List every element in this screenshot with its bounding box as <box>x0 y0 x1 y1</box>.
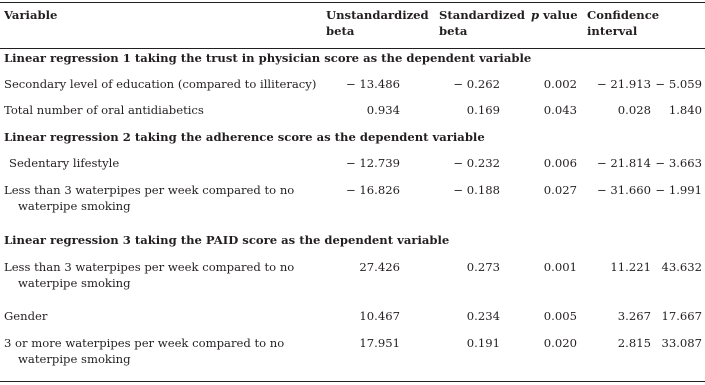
p-value-cell: 0.043 <box>543 103 577 117</box>
table-body <box>0 44 705 379</box>
section-title: Linear regression 1 taking the trust in physician score as the dependent variable <box>4 50 532 65</box>
section-header-row <box>0 44 705 71</box>
header-confidence-interval <box>581 3 705 44</box>
p-value-cell: 0.006 <box>543 156 577 170</box>
ci-lower-cell: 0.028 <box>617 103 651 117</box>
header-unstd-line1: Unstandardized <box>326 8 429 22</box>
ci-lower-cell: − 21.913 <box>597 77 651 91</box>
standardized-beta-cell: 0.169 <box>466 103 500 117</box>
row-label <box>0 253 324 303</box>
unstandardized-beta-cell: 0.934 <box>366 103 400 117</box>
row-label-line2: waterpipe smoking <box>18 352 131 366</box>
row-label <box>0 97 324 123</box>
section-title: Linear regression 3 taking the PAID score as the dependent variable <box>4 232 450 247</box>
unstandardized-beta-cell: − 12.739 <box>346 156 400 170</box>
unstandardized-beta-cell: 10.467 <box>359 309 400 323</box>
unstandardized-beta-cell: 27.426 <box>359 260 400 274</box>
section-header-row <box>0 123 705 150</box>
p-value-cell: 0.001 <box>543 260 577 274</box>
row-label <box>0 150 324 176</box>
row-label-line2: waterpipe smoking <box>18 276 131 290</box>
ci-lower-cell: 11.221 <box>610 260 651 274</box>
ci-upper-cell: 1.840 <box>668 103 703 117</box>
p-value-cell: 0.005 <box>543 309 577 323</box>
row-label-line1: Less than 3 waterpipes per week compared to no <box>4 260 295 274</box>
row-label <box>0 303 324 329</box>
p-value-cell: 0.020 <box>543 336 577 350</box>
row-label-line1: Total number of oral antidiabetics <box>4 103 204 117</box>
unstandardized-beta-cell: − 13.486 <box>346 77 400 91</box>
standardized-beta-cell: − 0.232 <box>453 156 500 170</box>
ci-lower-cell: − 21.814 <box>597 156 651 170</box>
row-label <box>0 329 324 379</box>
section-header-row <box>0 226 705 253</box>
ci-upper-cell: − 1.991 <box>655 183 703 197</box>
unstandardized-beta-cell: 17.951 <box>359 336 400 350</box>
ci-upper-cell: − 3.663 <box>655 156 703 170</box>
p-value-cell: 0.002 <box>543 77 577 91</box>
standardized-beta-cell: 0.234 <box>466 309 500 323</box>
ci-upper-cell: 33.087 <box>661 336 703 350</box>
standardized-beta-cell: 0.273 <box>466 260 500 274</box>
ci-upper-cell: − 5.059 <box>655 77 703 91</box>
header-p-rest: value <box>539 8 578 22</box>
ci-lower-cell: 2.815 <box>617 336 651 350</box>
row-label <box>0 176 324 226</box>
ci-lower-cell: 3.267 <box>617 309 651 323</box>
table-row <box>0 150 705 176</box>
header-variable: Variable <box>4 8 58 22</box>
ci-lower-cell: − 31.660 <box>597 183 651 197</box>
row-label-line1: Gender <box>4 309 48 323</box>
regression-table <box>0 3 705 379</box>
standardized-beta-cell: − 0.188 <box>453 183 500 197</box>
row-label-line1: Secondary level of education (compared to illiteracy) <box>4 77 317 91</box>
ci-upper-cell: 43.632 <box>661 260 703 274</box>
p-value-cell: 0.027 <box>543 183 577 197</box>
unstandardized-beta-cell: − 16.826 <box>346 183 400 197</box>
ci-upper-cell: 17.667 <box>661 309 703 323</box>
header-unstandardized-beta <box>324 3 437 44</box>
standardized-beta-cell: 0.191 <box>466 336 500 350</box>
header-p-italic: p <box>531 8 540 22</box>
table-row <box>0 71 705 97</box>
row-label-line1: 3 or more waterpipes per week compared to no <box>4 336 285 350</box>
header-unstd-line2: beta <box>326 24 355 38</box>
row-label-line1: Less than 3 waterpipes per week compared to no <box>4 183 295 197</box>
row-label-line1: Sedentary lifestyle <box>9 156 120 170</box>
standardized-beta-cell: − 0.262 <box>453 77 500 91</box>
table-row <box>0 303 705 329</box>
row-label <box>0 71 324 97</box>
header-ci-line2: interval <box>587 24 638 38</box>
header-row <box>0 3 705 44</box>
header-std-line2: beta <box>439 24 468 38</box>
table-row <box>0 176 705 226</box>
table-row <box>0 329 705 379</box>
header-ci-line1: Confidence <box>587 8 660 22</box>
table-row <box>0 97 705 123</box>
bottom-rule <box>0 381 705 382</box>
section-title: Linear regression 2 taking the adherence score as the dependent variable <box>4 129 485 144</box>
table-row <box>0 253 705 303</box>
header-std-line1: Standardized <box>439 8 525 22</box>
row-label-line2: waterpipe smoking <box>18 199 131 213</box>
header-standardized-beta <box>437 3 531 44</box>
header-p-value <box>531 3 581 44</box>
